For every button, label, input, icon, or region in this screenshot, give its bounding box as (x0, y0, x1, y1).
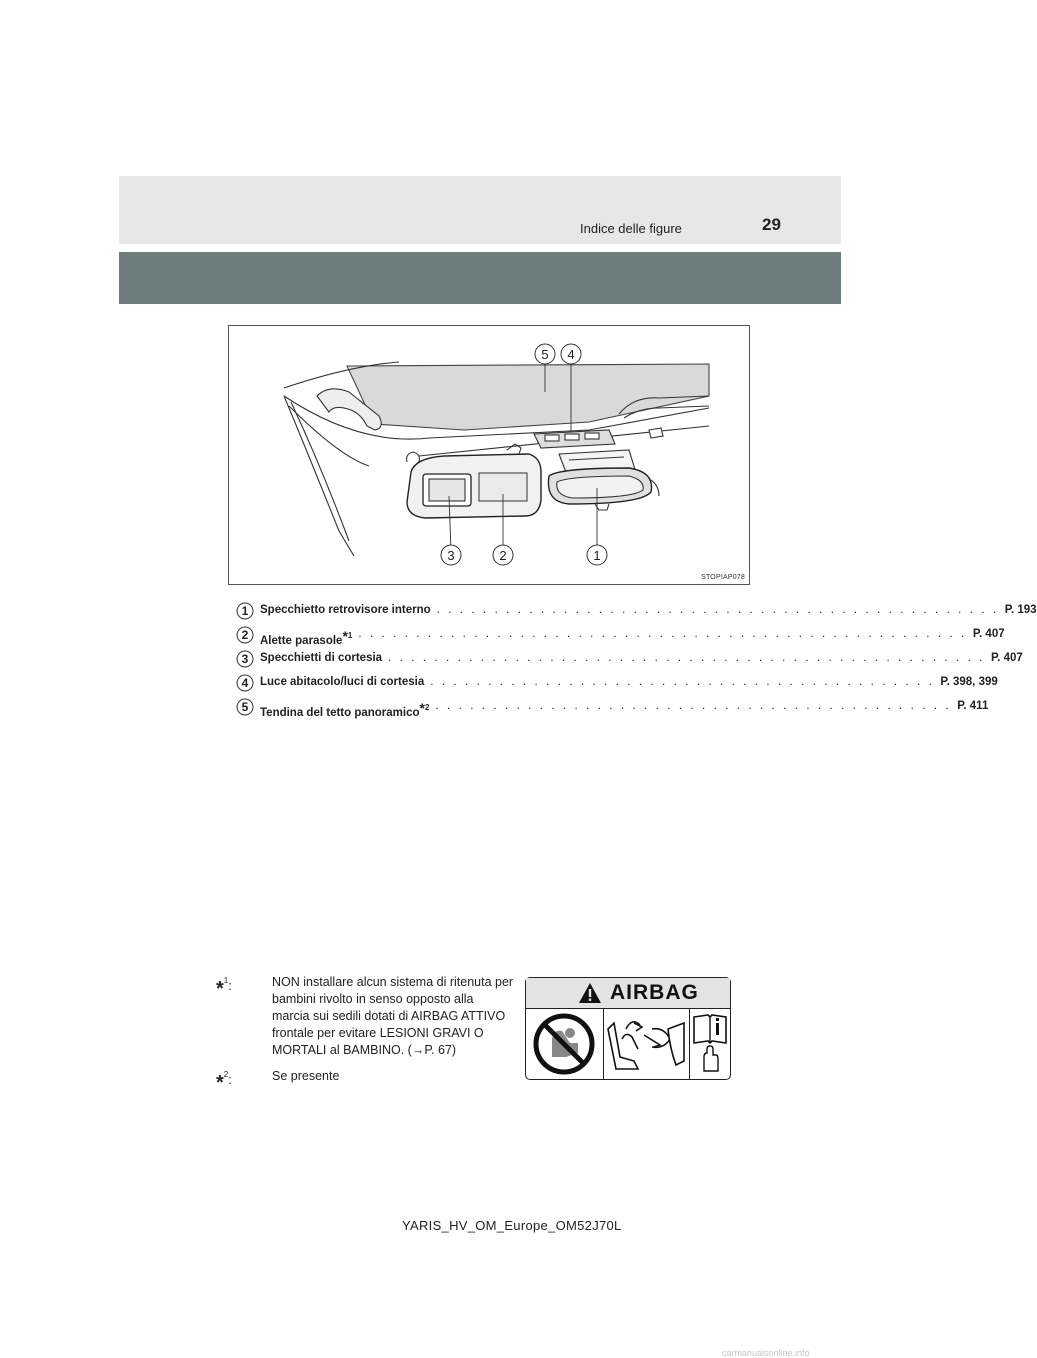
callout-4 (561, 344, 581, 364)
callout-1 (587, 545, 607, 565)
leader-dots: . . . . . . . . . . . . . . . . . . . . . . . . . . . . . . . . . . . . . . . . . . . . . (435, 700, 952, 712)
read-manual-icon (690, 1009, 732, 1080)
svg-text:5: 5 (241, 700, 249, 714)
leader-dots: . . . . . . . . . . . . . . . . . . . . . . . . . . . . . . . . . . . . . . . . . . . . . . . . . . . . . (358, 628, 967, 640)
section-title: Indice delle figure (580, 221, 682, 236)
number-circle-icon (236, 698, 254, 716)
legend-label: Alette parasole$^{*1}$ (260, 628, 353, 647)
footnote-ref: 2 (424, 703, 430, 712)
footnote-2 (214, 1068, 514, 1094)
airbag-deploy-seat-icon (604, 1009, 690, 1080)
leader-dots: . . . . . . . . . . . . . . . . . . . . . . . . . . . . . . . . . . . . . . . . . . . . . . . . . . . . (388, 652, 985, 664)
svg-text:3: 3 (241, 652, 249, 666)
header-band (119, 176, 841, 244)
interior-ceiling-illustration (228, 325, 750, 585)
svg-text:1: 1 (241, 604, 249, 618)
page-reference: P. 407 (990, 652, 1023, 664)
footnote-1 (214, 974, 514, 1059)
svg-text:3: 3 (447, 548, 455, 563)
footnote-ref: 1 (347, 631, 353, 640)
no-rear-facing-seat-icon (526, 1009, 604, 1080)
leader-dots: . . . . . . . . . . . . . . . . . . . . . . . . . . . . . . . . . . . . . . . . . . . . (430, 676, 935, 688)
svg-text:4: 4 (241, 676, 249, 690)
footnotes (214, 974, 514, 1094)
legend-label: Luce abitacolo/luci di cortesia (260, 676, 425, 688)
legend-label: Tendina del tetto panoramico$^{*2}$ (260, 700, 430, 719)
footnote-text: Se presente (272, 1069, 340, 1083)
svg-text:5: 5 (541, 347, 549, 362)
section-band (119, 252, 841, 304)
callout-2 (493, 545, 513, 565)
legend-label: Specchietto retrovisore interno (260, 604, 431, 616)
watermark: carmanualsonline.info (722, 1348, 810, 1358)
document-code: YARIS_HV_OM_Europe_OM52J70L (402, 1218, 622, 1233)
page-reference: P. 193 (1004, 604, 1037, 616)
page-reference: P. 411 (957, 700, 989, 712)
legend-item (236, 600, 1037, 624)
page-number: 29 (762, 215, 781, 234)
legend-list (236, 600, 1037, 720)
legend-item (236, 696, 989, 720)
svg-text:2: 2 (241, 628, 249, 642)
airbag-word: AIRBAG (610, 981, 699, 1004)
number-circle-icon (236, 626, 254, 644)
ceiling-drawing (229, 326, 749, 584)
svg-text:4: 4 (567, 347, 575, 362)
legend-item (236, 624, 1005, 648)
footnote-mark: *$^1$: (216, 976, 232, 1000)
airbag-warning-label (525, 977, 731, 1080)
legend-item (236, 672, 998, 696)
airbag-label-header (526, 978, 730, 1009)
page-reference: P. 398, 399 (940, 676, 998, 688)
number-circle-icon (236, 602, 254, 620)
number-circle-icon (236, 650, 254, 668)
number-circle-icon (236, 674, 254, 692)
page-reference: P. 407 (972, 628, 1005, 640)
footnote-text: NON installare alcun sistema di ritenuta per bambini rivolto in senso opposto alla marcia sui sedili dotati di AIRBAG ATTIVO frontale per evitare LESIONI GRAVI O MORTALI al BAMBINO. (→P. 67) (272, 975, 514, 1057)
legend-item (236, 648, 1023, 672)
leader-dots: . . . . . . . . . . . . . . . . . . . . . . . . . . . . . . . . . . . . . . . . . . . . . . . . . (436, 604, 999, 616)
warning-triangle-icon (578, 982, 602, 1004)
svg-text:1: 1 (593, 548, 601, 563)
footnote-mark: *$^2$: (216, 1070, 232, 1094)
callout-5 (535, 344, 555, 364)
legend-label: Specchietti di cortesia (260, 652, 383, 664)
callout-3 (441, 545, 461, 565)
illustration-code: STOPIAP078 (701, 574, 745, 581)
svg-text:2: 2 (499, 548, 507, 563)
